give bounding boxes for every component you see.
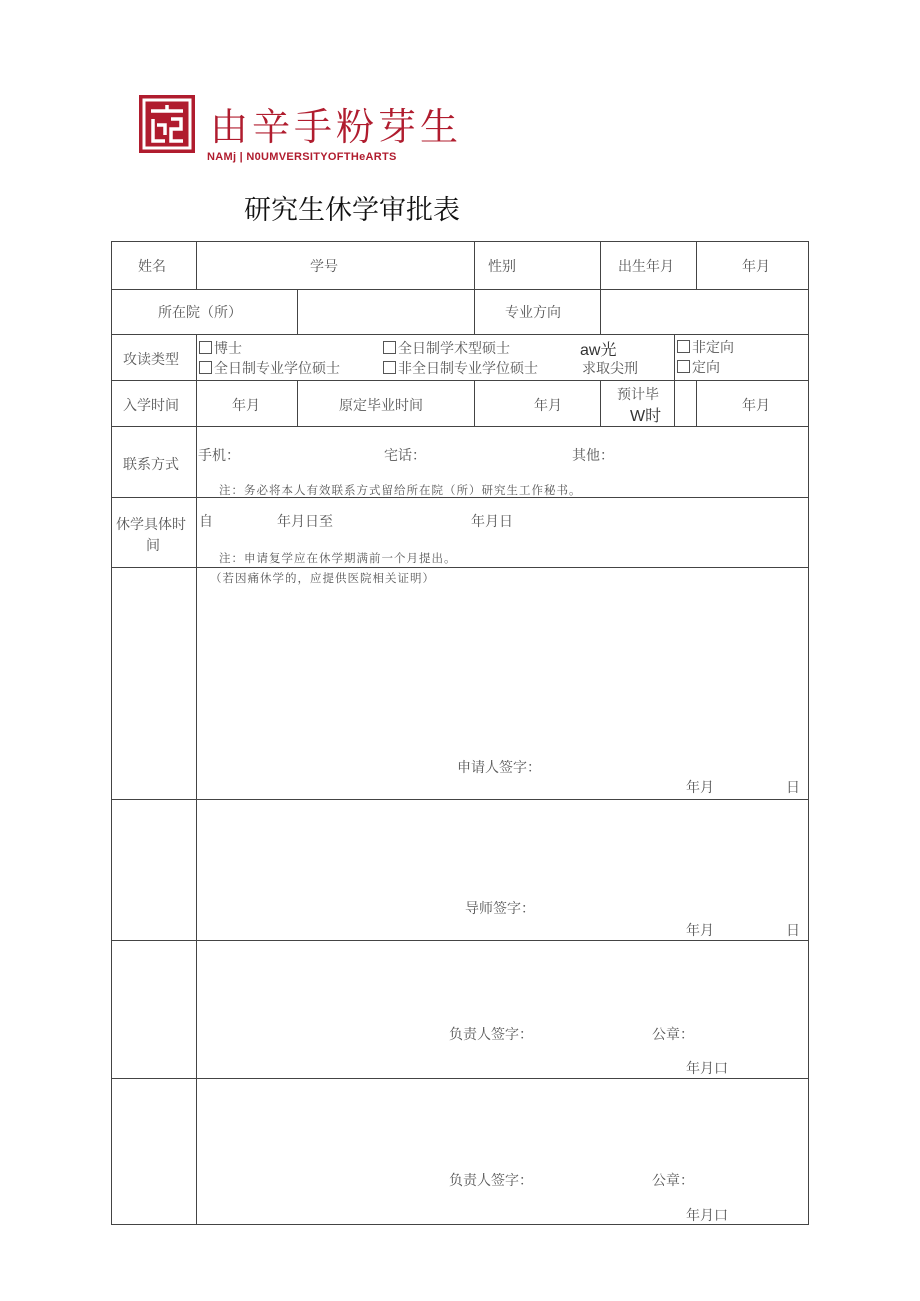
university-name-en: NAMj | N0UMVERSITYOFTHeARTS — [207, 151, 397, 163]
gender-field[interactable] — [530, 243, 598, 287]
option-directed[interactable] — [677, 357, 720, 377]
name-field[interactable] — [198, 243, 296, 287]
form-title: 研究生休学审批表 — [244, 195, 460, 226]
option-fulltime-academic-master-label: 全日制学术型硕士 — [398, 341, 510, 357]
option-misc-bottom: 求取尖刑 — [582, 361, 638, 377]
college-leader-sign-label: 负责人签字： — [449, 1027, 533, 1043]
expected-grad-value[interactable]: 年月 — [742, 398, 770, 414]
mobile-field[interactable] — [240, 440, 380, 464]
home-phone-field[interactable] — [426, 440, 566, 464]
other-contact-field[interactable] — [614, 440, 804, 464]
major-field[interactable] — [602, 291, 807, 333]
period-from-label: 自 — [199, 514, 213, 530]
college-label: 所在院（所） — [158, 305, 242, 321]
college-opinion-area[interactable] — [200, 944, 804, 1014]
option-phd-label: 博士 — [214, 341, 242, 357]
enroll-value[interactable]: 年月 — [232, 398, 260, 414]
option-fulltime-professional-master-label: 全日制专业学位硕士 — [214, 361, 340, 377]
contact-label: 联系方式 — [123, 457, 179, 473]
option-parttime-professional-master-label: 非全日制专业学位硕士 — [398, 361, 538, 377]
enroll-label: 入学时间 — [123, 398, 179, 414]
period-label-line1: 休学具体时 — [116, 517, 186, 533]
period-start-value[interactable]: 年月日至 — [277, 514, 333, 530]
option-directed-label: 定向 — [692, 360, 720, 376]
birth-value[interactable]: 年月 — [742, 259, 770, 275]
option-fulltime-professional-master[interactable] — [199, 358, 340, 378]
birth-label: 出生年月 — [618, 259, 674, 275]
applicant-date-ym: 年月 — [686, 780, 714, 796]
mobile-label: 手机： — [198, 448, 240, 464]
orig-grad-label: 原定毕业时间 — [339, 398, 423, 414]
reason-hint: （若因痛休学的，应提供医院相关证明） — [210, 571, 435, 585]
option-misc-top: aw光 — [580, 342, 617, 359]
advisor-date-ym: 年月 — [686, 923, 714, 939]
expected-grad-label-line2: W时 — [630, 408, 662, 425]
graduate-school-opinion-area[interactable] — [200, 1082, 804, 1162]
checkbox-non-directed[interactable] — [677, 340, 690, 353]
student-id-label: 学号 — [310, 259, 338, 275]
reason-textarea[interactable] — [200, 590, 804, 750]
applicant-date-d: 日 — [786, 780, 800, 796]
other-contact-label: 其他： — [572, 448, 614, 464]
name-label: 姓名 — [138, 259, 166, 275]
option-non-directed-label: 非定向 — [692, 340, 734, 356]
applicant-sign-label: 申请人签字： — [457, 760, 541, 776]
checkbox-directed[interactable] — [677, 360, 690, 373]
period-label-line2: 间 — [146, 538, 160, 554]
student-id-field[interactable] — [350, 243, 472, 287]
college-date: 年月口 — [686, 1061, 728, 1077]
checkbox-fulltime-academic-master[interactable] — [383, 341, 396, 354]
option-non-directed[interactable] — [677, 337, 734, 357]
college-field[interactable] — [299, 291, 473, 333]
study-type-label: 攻读类型 — [123, 352, 179, 368]
advisor-sign-label: 导师签字： — [465, 901, 535, 917]
major-label: 专业方向 — [505, 305, 561, 321]
period-end-value[interactable]: 年月日 — [471, 514, 513, 530]
advisor-date-d: 日 — [786, 923, 800, 939]
university-seal-logo — [139, 95, 195, 153]
checkbox-phd[interactable] — [199, 341, 212, 354]
graduate-seal-label: 公章： — [652, 1173, 694, 1189]
option-parttime-professional-master[interactable] — [383, 358, 538, 378]
expected-grad-label-line1: 预计毕 — [617, 387, 659, 403]
contact-note: 注：务必将本人有效联系方式留给所在院（所）研究生工作秘书。 — [219, 483, 582, 497]
college-seal-label: 公章： — [652, 1027, 694, 1043]
gender-label: 性别 — [488, 259, 516, 275]
advisor-opinion-area[interactable] — [200, 803, 804, 893]
university-name-cn: 由辛手粉芽生 — [210, 105, 463, 149]
period-note: 注：申请复学应在休学期满前一个月提出。 — [219, 551, 457, 565]
option-fulltime-academic-master[interactable] — [383, 338, 510, 358]
checkbox-fulltime-professional-master[interactable] — [199, 361, 212, 374]
home-phone-label: 宅话： — [384, 448, 426, 464]
checkbox-parttime-professional-master[interactable] — [383, 361, 396, 374]
graduate-leader-sign-label: 负责人签字： — [449, 1173, 533, 1189]
graduate-date: 年月口 — [686, 1208, 728, 1224]
orig-grad-value[interactable]: 年月 — [534, 398, 562, 414]
option-phd[interactable] — [199, 338, 242, 358]
